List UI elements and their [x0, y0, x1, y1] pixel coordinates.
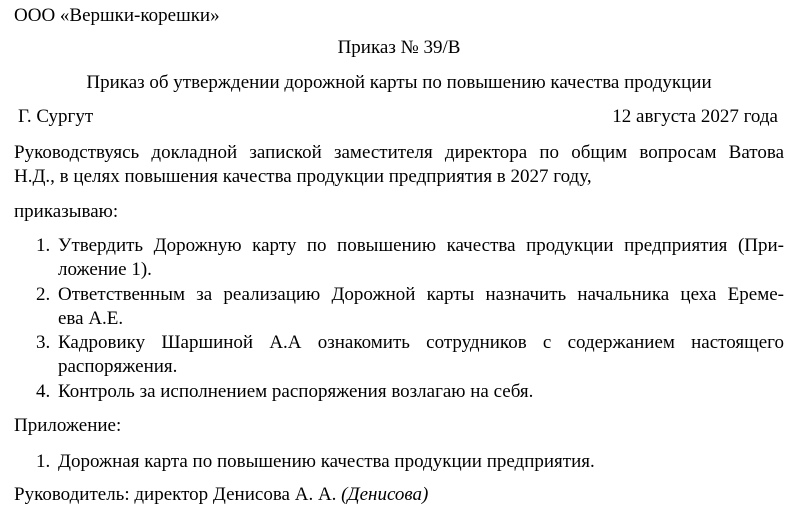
order-word: приказываю: — [14, 201, 119, 222]
list-item-number: 1. — [36, 235, 51, 256]
handwritten-signature: (Денисова) — [341, 484, 429, 505]
signature-line — [14, 483, 784, 507]
place-date-row — [18, 105, 778, 129]
list-item-text-continued: ложение 1). — [58, 259, 152, 280]
list-item — [36, 331, 784, 379]
list-item-text: Кадровику Шаршиной А.А ознакомить сотрудников с содержанием настоящего — [58, 332, 784, 353]
order-title: Приказ № 39/В — [337, 37, 461, 58]
list-item-text-continued: ева А.Е. — [58, 308, 124, 329]
list-item — [36, 380, 784, 404]
list-item-number: 4. — [36, 381, 51, 402]
list-item-text: Ответственным за реализацию Дорожной карты назначить начальника цеха Ереме- — [58, 284, 784, 305]
list-item — [36, 283, 784, 331]
appendix-label: Приложение: — [14, 415, 122, 436]
list-item-text: Утвердить Дорожную карту по повышению качества продукции предприятия (При- — [58, 235, 784, 256]
preamble-line-1: Руководствуясь докладной запиской заместителя директора по общим вопросам Ватова — [14, 142, 784, 163]
appendix-item — [36, 450, 784, 474]
list-item-text: Контроль за исполнением распоряжения возлагаю на себя. — [58, 381, 534, 402]
company-name: ООО «Вершки-корешки» — [14, 5, 220, 26]
order-subject: Приказ об утверждении дорожной карты по повышению качества продукции — [86, 72, 712, 93]
preamble-line-2: Н.Д., в целях повышения качества продукции предприятия в 2027 году, — [14, 166, 592, 187]
order-date: 12 августа 2027 года — [612, 106, 778, 127]
appendix-item-text: Дорожная карта по повышению качества продукции предприятия. — [58, 451, 595, 472]
list-item-number: 3. — [36, 332, 51, 353]
signature-label: Руководитель: директор Денисова А. А. — [14, 484, 342, 505]
list-item-number: 2. — [36, 284, 51, 305]
city: Г. Сургут — [18, 106, 94, 127]
appendix-item-number: 1. — [36, 451, 51, 472]
list-item — [36, 234, 784, 282]
list-item-text-continued: распоряжения. — [58, 356, 178, 377]
